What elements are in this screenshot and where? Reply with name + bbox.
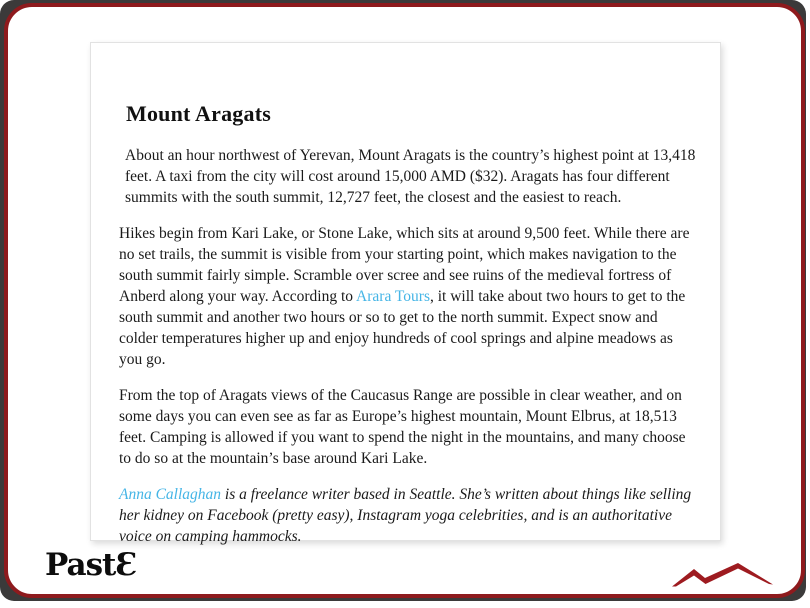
author-link[interactable]: Anna Callaghan [119, 486, 222, 503]
article-lede [125, 145, 699, 208]
article-card [90, 42, 721, 545]
author-bio [119, 484, 697, 547]
page-title: Mount Aragats [126, 101, 271, 126]
article-paragraph-hikes [119, 223, 697, 370]
lede-text: About an hour northwest of Yerevan, Mount Aragats is the country’s highest point at 13,418 feet. A taxi from the city will cost around 15,000 AMD ($32). Aragats has four different summits with the south summit, 12,727 feet, the closest and the easiest to reach. [125, 147, 696, 206]
paragraph-text: Hikes begin from Kari Lake, or Stone Lake, which sits at around 9,500 feet. While there are no set trails, the summit is visible from your starting point, which makes navigation to the south summit fairly simple. Scramble over scree and see ruins of the medieval fortress of Anberd along your way. According to [119, 225, 690, 305]
slide-frame [4, 3, 805, 598]
paste-magazine-logo: PastƐ [45, 547, 137, 583]
paragraph-text: , it will take about two hours to get to the south summit and another two hours or so to get to the north summit. Expect snow and colder temperatures higher up and enjoy hundreds of cool springs and alpine meadows as you go. [119, 288, 686, 368]
arara-tours-link[interactable]: Arara Tours [356, 288, 430, 305]
bio-text: is a freelance writer based in Seattle. She’s written about things like selling her kidney on Facebook (pretty easy), Instagram yoga celebrities, and is an authoritative voice on camping hammocks. [119, 486, 692, 545]
mountain-range-icon [670, 553, 776, 590]
article-paragraph-views: From the top of Aragats views of the Caucasus Range are possible in clear weather, and on some days you can even see as far as Europe’s highest mountain, Mount Elbrus, at 18,513 feet. Camping is allowed if you want to spend the night in the mountains, and many choose to do so at the mountain’s base around Kari Lake. [119, 387, 686, 467]
